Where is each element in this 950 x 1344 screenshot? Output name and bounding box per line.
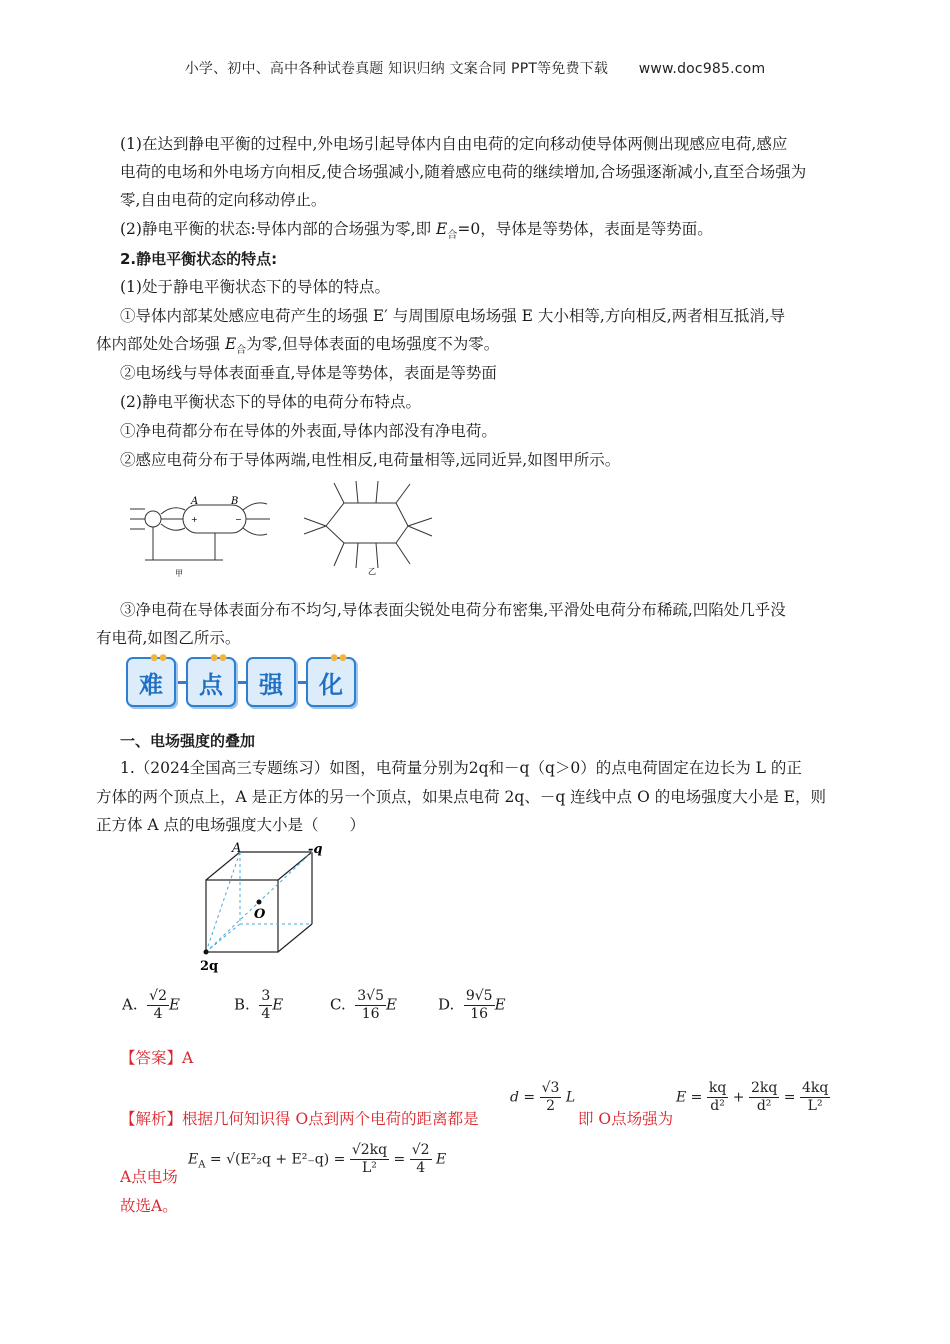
para2-b: =0，导体是等势体，表面是等势面。 — [457, 220, 713, 238]
fig-jia-b: B — [231, 496, 239, 507]
option-a[interactable]: A. $\frac{√2}{4}$ E — [122, 988, 180, 1022]
fig-jia-a: A — [191, 496, 199, 507]
feat1-a-line1: ①导体内部某处感应电荷产生的场强 E′ 与周围原电场场强 E 大小相等,方向相反,两者相互抵消,导 — [120, 307, 786, 325]
cube-label-neg-q: -q — [308, 842, 323, 857]
para1-line3: 零,自由电荷的定向移动停止。 — [120, 191, 327, 209]
svg-text:−: − — [235, 515, 242, 524]
difficulty-badge — [126, 653, 356, 707]
para2 — [120, 218, 713, 247]
feat2-a: ①净电荷都分布在导体的外表面,导体内部没有净电荷。 — [120, 422, 497, 440]
analysis-t4: 故选A。 — [120, 1197, 178, 1215]
option-b[interactable]: B. $\frac{3}{4}$ E — [234, 988, 284, 1022]
cube-figure — [192, 840, 342, 980]
analysis-t3: A点电场 — [120, 1168, 178, 1186]
header-text: 小学、初中、高中各种试卷真题 知识归纳 文案合同 PPT等免费下载 — [184, 61, 609, 77]
figure-jia — [125, 492, 275, 582]
para2-sub: 合 — [447, 230, 458, 242]
feat1-a-line2 — [96, 333, 499, 362]
fig-jia-caption: 甲 — [175, 569, 183, 578]
badge-char-4: ●● 化 — [306, 657, 356, 707]
feat1-a-l2b: 为零,但导体表面的电场强度不为零。 — [246, 335, 500, 353]
formula-ea: $E_A = √(E^2_2q + E^2_-q)$ = $\frac{√2kq}{\text{L²}}$ = $\frac{√2}{4}$ E — [188, 1142, 447, 1176]
para1-line2: 电荷的电场和外电场方向相反,使合场强减小,随着感应电荷的继续增加,合场强逐渐减小,直至合场强为 — [120, 163, 807, 181]
cube-label-o: O — [254, 907, 266, 922]
para2-a: (2)静电平衡的状态:导体内部的合场强为零,即 — [120, 220, 437, 238]
svg-text:+: + — [191, 515, 198, 524]
header-site: www.doc985.com — [638, 61, 766, 77]
formula-e: E = $\frac{kq}{\text{d²}}$ + $\frac{2kq}{\text{d²}}$ = $\frac{4kq}{\text{L²}}$ — [676, 1080, 829, 1114]
feat2: (2)静电平衡状态下的导体的电荷分布特点。 — [120, 393, 421, 411]
analysis-line1 — [120, 1108, 479, 1130]
feat2-c-line2: 有电荷,如图乙所示。 — [96, 629, 241, 647]
section2-title: 2.静电平衡状态的特点: — [120, 250, 278, 268]
fig-yi-caption: 乙 — [368, 567, 376, 576]
answer: 【答案】A — [120, 1049, 194, 1067]
badge-char-3: 强 — [246, 657, 296, 707]
q1-line1: 1.（2024全国高三专题练习）如图，电荷量分别为2q和－q（q＞0）的点电荷固定在边长为 L 的正 — [120, 759, 802, 777]
cube-label-2q: 2q — [200, 959, 219, 974]
analysis-t1: 根据几何知识得 O点到两个电荷的距离都是 — [182, 1110, 479, 1128]
analysis-label: 【解析】 — [120, 1110, 183, 1128]
feat1: (1)处于静电平衡状态下的导体的特点。 — [120, 278, 390, 296]
q1-line2: 方体的两个顶点上，A 是正方体的另一个顶点，如果点电荷 2q、－q 连线中点 O 的电场强度大小是 E，则 — [96, 788, 826, 806]
badge-char-1: ●● 难 — [126, 657, 176, 707]
feat2-c-line1: ③净电荷在导体表面分布不均匀,导体表面尖锐处电荷分布密集,平滑处电荷分布稀疏,凹陷处几乎没 — [120, 601, 786, 619]
formula-d: d = $\frac{√3}{2}$ L — [510, 1080, 576, 1114]
feat2-b: ②感应电荷分布于导体两端,电性相反,电荷量相等,远同近异,如图甲所示。 — [120, 451, 621, 469]
feat1-a-l2a: 体内部处处合场强 — [96, 335, 225, 353]
section-one-title: 一、电场强度的叠加 — [120, 732, 256, 750]
option-c[interactable]: C. $\frac{3√5}{16}$ E — [330, 988, 397, 1022]
analysis-t2: 即 O点场强为 — [578, 1110, 674, 1128]
cube-label-a: A — [232, 841, 242, 856]
feat1-a-e: E — [224, 335, 237, 353]
figure-yi — [298, 478, 438, 578]
para2-e: E — [436, 220, 448, 238]
badge-char-2: ●● 点 — [186, 657, 236, 707]
option-d[interactable]: D. $\frac{9√5}{16}$ E — [438, 988, 506, 1022]
para1-line1: (1)在达到静电平衡的过程中,外电场引起导体内自由电荷的定向移动使导体两侧出现感应电荷,感应 — [120, 135, 788, 153]
answer-options — [122, 988, 722, 1038]
feat1-a-sub: 合 — [236, 345, 247, 357]
feat1-b: ②电场线与导体表面垂直,导体是等势体，表面是等势面 — [120, 364, 497, 382]
page-header — [0, 58, 950, 78]
q1-line3: 正方体 A 点的电场强度大小是（ ） — [96, 816, 366, 834]
